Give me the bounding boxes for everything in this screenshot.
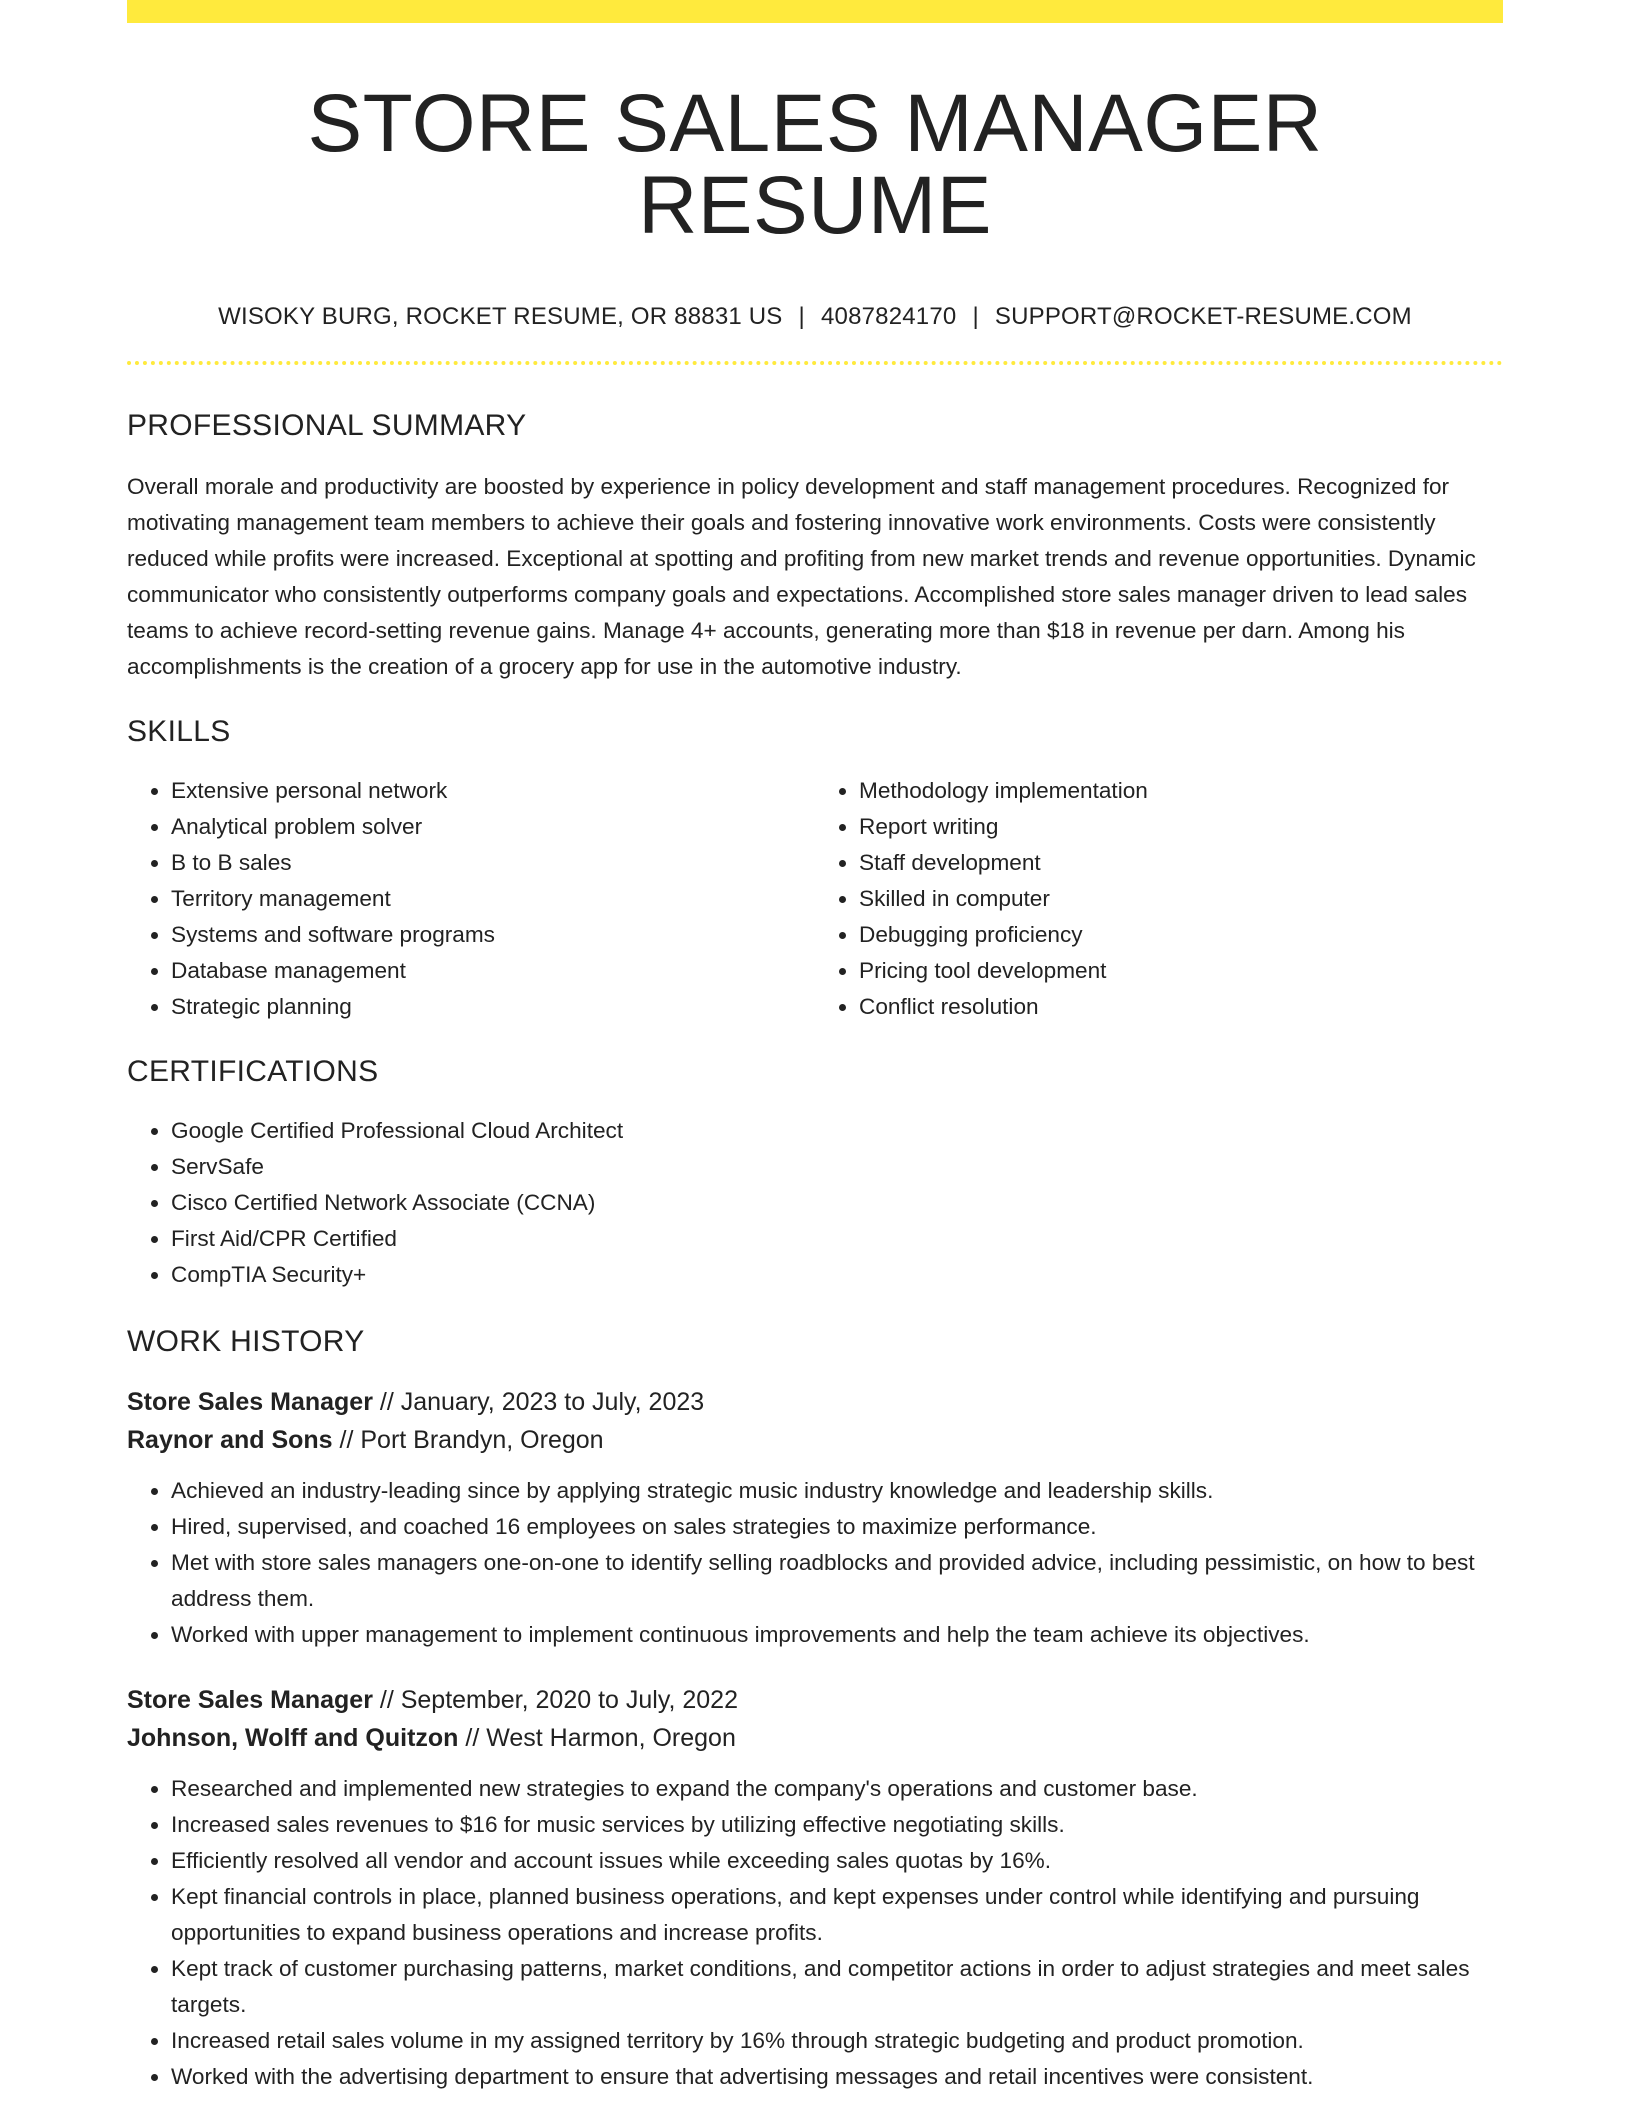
skill-item: • B to B sales <box>171 845 815 881</box>
work-history-heading: WORK HISTORY <box>127 1325 365 1358</box>
skill-item: • Conflict resolution <box>859 989 1503 1025</box>
contact-line <box>127 303 1503 331</box>
skill-item: • Pricing tool development <box>859 953 1503 989</box>
skill-item: • Debugging proficiency <box>859 917 1503 953</box>
job-company-line <box>127 1421 1503 1459</box>
skill-item: • Systems and software programs <box>171 917 815 953</box>
certifications-list <box>127 1113 1503 1293</box>
job-location: // West Harmon, Oregon <box>458 1724 736 1752</box>
skill-item: • Skilled in computer <box>859 881 1503 917</box>
skill-item: • Territory management <box>171 881 815 917</box>
job-bullet: • Increased retail sales volume in my assigned territory by 16% through strategic budgeting and product promotion. <box>171 2023 1503 2059</box>
job-bullet: • Efficiently resolved all vendor and account issues while exceeding sales quotas by 16%. <box>171 1843 1503 1879</box>
skill-item: • Methodology implementation <box>859 773 1503 809</box>
job-dates: // January, 2023 to July, 2023 <box>372 1388 705 1416</box>
job-bullet: • Worked with upper management to implement continuous improvements and help the team achieve its objectives. <box>171 1617 1503 1653</box>
skills-list <box>127 773 1503 1025</box>
job-dates: // September, 2020 to July, 2022 <box>372 1686 738 1714</box>
certification-item: • ServSafe <box>171 1149 1503 1185</box>
job-company: Johnson, Wolff and Quitzon <box>127 1724 459 1752</box>
job-title: Store Sales Manager <box>127 1686 373 1714</box>
skill-item: • Report writing <box>859 809 1503 845</box>
skill-item: • Staff development <box>859 845 1503 881</box>
email-link[interactable]: SUPPORT@ROCKET-RESUME.COM <box>994 303 1412 330</box>
certifications-heading: CERTIFICATIONS <box>127 1055 379 1088</box>
certification-item: • Cisco Certified Network Associate (CCNA) <box>171 1185 1503 1221</box>
summary-heading: PROFESSIONAL SUMMARY <box>127 409 527 442</box>
certification-item: • CompTIA Security+ <box>171 1257 1503 1293</box>
job-title-line <box>127 1383 1503 1421</box>
address-text: WISOKY BURG, ROCKET RESUME, OR 88831 US <box>218 303 783 330</box>
job-bullets <box>127 1771 1503 2095</box>
job-company-line <box>127 1719 1503 1757</box>
job-bullets <box>127 1473 1503 1653</box>
job-bullet: • Kept track of customer purchasing patterns, market conditions, and competitor actions in order to adjust strategies and meet sales targets. <box>171 1951 1503 2023</box>
phone-text: 4087824170 <box>820 303 957 330</box>
job-entry <box>127 1383 1503 1653</box>
skill-item: • Database management <box>171 953 815 989</box>
job-title-line <box>127 1681 1503 1719</box>
job-bullet: • Hired, supervised, and coached 16 employees on sales strategies to maximize performance. <box>171 1509 1503 1545</box>
certification-item: • Google Certified Professional Cloud Architect <box>171 1113 1503 1149</box>
job-title: Store Sales Manager <box>127 1388 373 1416</box>
dotted-divider <box>127 361 1503 365</box>
job-bullet: • Increased sales revenues to $16 for music services by utilizing effective negotiating skills. <box>171 1807 1503 1843</box>
skill-item: • Extensive personal network <box>171 773 815 809</box>
job-location: // Port Brandyn, Oregon <box>332 1426 604 1454</box>
job-bullet: • Kept financial controls in place, planned business operations, and kept expenses under control while identifying and pursuing opportunities to expand business operations and increase profits. <box>171 1879 1503 1951</box>
contact-separator: | <box>798 303 805 330</box>
skill-item: • Analytical problem solver <box>171 809 815 845</box>
certification-item: • First Aid/CPR Certified <box>171 1221 1503 1257</box>
skills-column-right <box>815 773 1503 1025</box>
job-bullet: • Met with store sales managers one-on-one to identify selling roadblocks and provided advice, including pessimistic, on how to best address them. <box>171 1545 1503 1617</box>
summary-text: Overall morale and productivity are boosted by experience in policy development and staff management procedures. Recognized for motivating management team members to achieve their goals and fostering innovative work environments. Costs were consistently reduced while profits were increased. Exceptional at spotting and profiting from new market trends and revenue opportunities. Dynamic communicator who consistently outperforms company goals and expectations. Accomplished store sales manager driven to lead sales teams to achieve record-setting revenue gains. Manage 4+ accounts, generating more than $18 in revenue per darn. Among his accomplishments is the creation of a grocery app for use in the automotive industry. <box>127 474 1476 679</box>
job-bullet: • Achieved an industry-leading since by applying strategic music industry knowledge and leadership skills. <box>171 1473 1503 1509</box>
skills-heading: SKILLS <box>127 715 231 748</box>
skills-column-left <box>127 773 815 1025</box>
job-company: Raynor and Sons <box>127 1426 333 1454</box>
job-entry <box>127 1681 1503 2095</box>
top-accent-bar <box>127 0 1503 23</box>
job-bullet: • Researched and implemented new strategies to expand the company's operations and customer base. <box>171 1771 1503 1807</box>
skill-item: • Strategic planning <box>171 989 815 1025</box>
resume-title: STORE SALES MANAGER RESUME <box>307 78 1323 251</box>
resume-page <box>127 0 1503 2095</box>
job-bullet: • Worked with the advertising department to ensure that advertising messages and retail incentives were consistent. <box>171 2059 1503 2095</box>
contact-separator: | <box>972 303 979 330</box>
